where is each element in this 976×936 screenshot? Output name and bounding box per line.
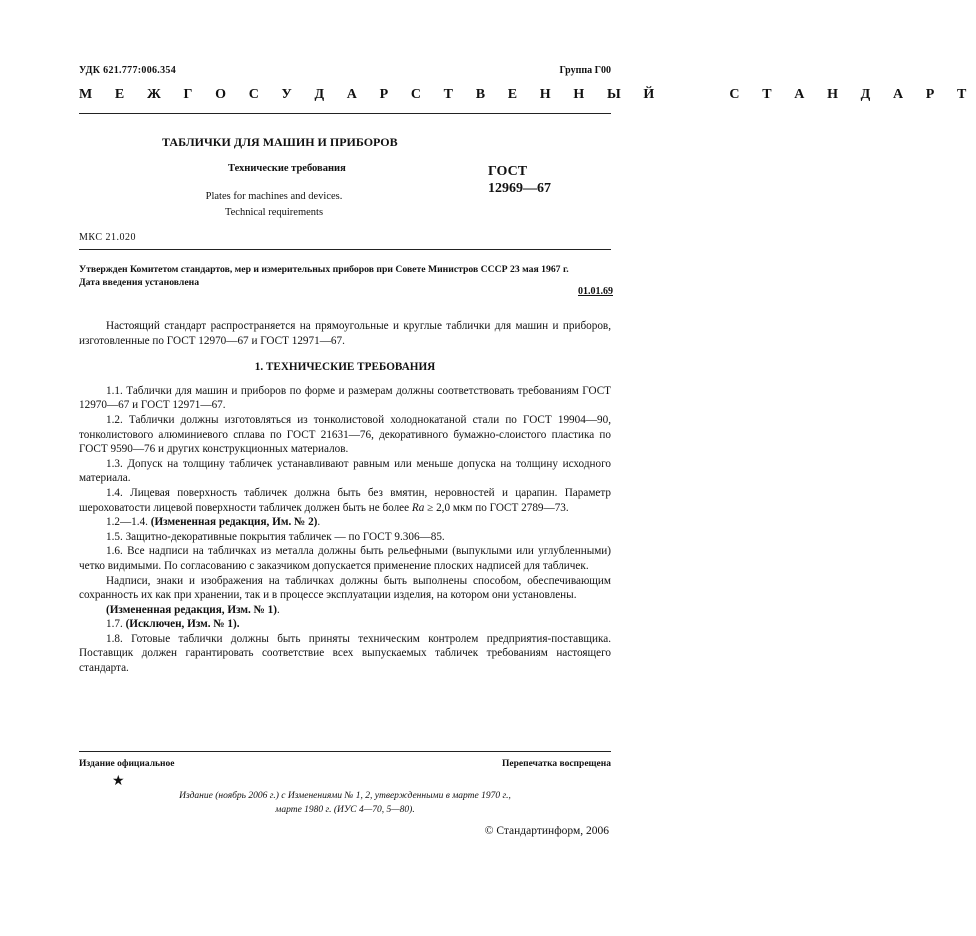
amendment-note: (Измененная редакция, Изм. № 1): [106, 603, 277, 616]
copyright: © Стандартинформ, 2006: [484, 825, 609, 837]
official-edition-label: Издание официальное: [79, 759, 175, 769]
reprint-prohibited-label: Перепечатка воспрещена: [501, 759, 611, 769]
excluded-note: (Исключен, Изм. № 1).: [125, 618, 240, 631]
amendment-note: (Измененная редакция, Им. № 2): [150, 516, 318, 529]
document-body: [79, 319, 611, 676]
document-title: ТАБЛИЧКИ ДЛЯ МАШИН И ПРИБОРОВ: [162, 135, 398, 149]
clause-1-5: 1.5. Защитно-декоративные покрытия табличек — по ГОСТ 9.306—85.: [106, 530, 445, 543]
clause-1-2: 1.2. Таблички должны изготовляться из тонколистовой холоднокатаной стали по ГОСТ 19904—90, тонколистового алюминиевого сплава по ГОСТ 21631—76, декоративного бумажно-слоистого пластика по ГОСТ 9590—76 и других конструкционных материалов.: [79, 413, 611, 456]
clause-1-7: [79, 617, 611, 632]
clause-1-2-1-4-note: 1.2—1.4. (Измененная редакция, Им. № 2).: [106, 516, 321, 529]
document-subtitle: Технические требования: [228, 163, 346, 174]
top-divider: [79, 113, 611, 114]
english-title-line2: Technical requirements: [224, 207, 324, 218]
introduction-date-label: Дата введения установлена: [79, 277, 200, 288]
clause-1-4: [79, 486, 611, 515]
interstate-standard-heading: М Е Ж Г О С У Д А Р С Т В Е Н Н Ы Й С Т А Н Д А Р Т: [79, 87, 976, 102]
mks-code: МКС 21.020: [79, 232, 136, 243]
clause-number: 1.7.: [106, 618, 126, 631]
gost-label: ГОСТ: [488, 164, 528, 179]
clause-1-4-text-a: 1.4. Лицевая поверхность табличек должна быть без вмятин, неровностей и царапин. Параметр шероховатости лицевой поверхности табличек должен быть не более: [79, 486, 611, 514]
clause-range-number: 1.2—1.4.: [106, 516, 151, 529]
mks-divider: [79, 249, 611, 250]
approval-line: Утвержден Комитетом стандартов, мер и измерительных приборов при Совете Министров СССР 23 мая 1967 г.: [79, 264, 569, 275]
clause-1-6-continued: Надписи, знаки и изображения на табличках должны быть выполнены способом, обеспечивающим сохранность их как при хранении, так и в процессе эксплуатации изделия, на котором они установлены.: [79, 574, 611, 602]
edition-note: [130, 789, 560, 817]
clause-1-6: 1.6. Все надписи на табличках из металла должны быть рельефными (выпуклыми или углубленными) четко видимыми. По согласованию с заказчиком допускается применение плоских надписей для табличек.: [79, 545, 611, 572]
section-title: 1. ТЕХНИЧЕСКИЕ ТРЕБОВАНИЯ: [254, 361, 436, 374]
group-code: Группа Г00: [559, 65, 611, 76]
bottom-divider: [79, 751, 611, 752]
introduction-date: 01.01.69: [578, 286, 613, 297]
english-title-line1: Plates for machines and devices.: [205, 191, 343, 202]
intro-paragraph: Настоящий стандарт распространяется на прямоугольные и круглые таблички для машин и приборов, изготовленные по ГОСТ 12970—67 и ГОСТ 12971—67.: [79, 320, 611, 347]
clause-1-6-note: (Измененная редакция, Изм. № 1).: [106, 603, 280, 616]
gost-designation: [488, 163, 551, 197]
approval-block: [79, 263, 619, 289]
star-icon: ★: [112, 774, 125, 789]
edition-note-line1: Издание (ноябрь 2006 г.) с Изменениями № 1, 2, утвержденными в марте 1970 г.,: [179, 791, 511, 801]
clause-1-8: 1.8. Готовые таблички должны быть приняты техническим контролем предприятия-поставщика. Поставщик должен гарантировать соответствие всех выпускаемых табличек требованиям настоящего стандарта.: [79, 632, 611, 675]
clause-1-3: 1.3. Допуск на толщину табличек устанавливают равным или меньше допуска на толщину исходного материала.: [79, 457, 611, 485]
english-title: [190, 189, 358, 221]
clause-1-4-text-b: ≥ 2,0 мкм по ГОСТ 2789—73.: [424, 501, 569, 514]
gost-number: 12969—67: [488, 181, 551, 196]
ra-symbol: Ra: [411, 501, 425, 514]
clause-1-1: 1.1. Таблички для машин и приборов по форме и размерам должны соответствовать требованиям ГОСТ 12970—67 и ГОСТ 12971—67.: [79, 384, 611, 412]
edition-note-line2: марте 1980 г. (ИУС 4—70, 5—80).: [275, 805, 415, 815]
udk-code: УДК 621.777:006.354: [79, 65, 176, 76]
